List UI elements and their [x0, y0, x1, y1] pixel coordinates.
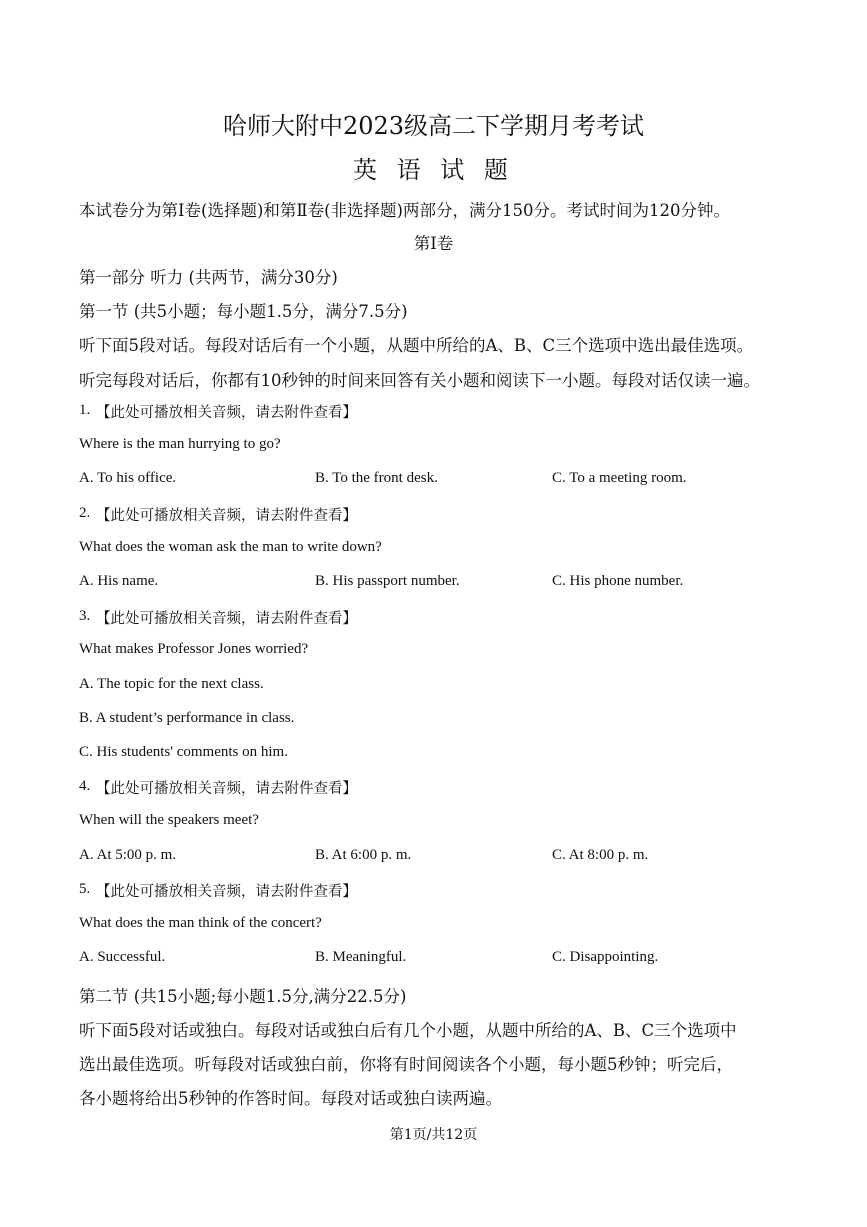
option-c: C. His phone number.	[552, 573, 684, 589]
section1-instruction-line: 听下面5段对话。每段对话后有一个小题，从题中所给的A、B、C三个选项中选出最佳选项。	[79, 336, 754, 355]
option-a: A. At 5:00 p. m.	[79, 847, 177, 863]
page-footer: 第1页/共12页	[389, 1127, 478, 1143]
option-b: B. A student’s performance in class.	[79, 710, 295, 726]
option-c: C. To a meeting room.	[552, 470, 687, 486]
section2-instruction-line: 听下面5段对话或独白。每段对话或独白后有几个小题，从题中所给的A、B、C三个选项中	[79, 1021, 737, 1040]
question-text: What does the woman ask the man to write down?	[79, 539, 382, 555]
option-a: A. The topic for the next class.	[79, 676, 264, 692]
volume-label: 第Ⅰ卷	[413, 234, 454, 253]
option-c: C. His students' comments on him.	[79, 744, 288, 760]
audio-note: 【此处可播放相关音频，请去附件查看】	[96, 508, 357, 524]
section2-instruction-line: 选出最佳选项。听每段对话或独白前，你将有时间阅读各个小题，每小题5秒钟；听完后，	[79, 1055, 733, 1074]
option-b: B. At 6:00 p. m.	[315, 847, 412, 863]
question-number: 4.	[79, 778, 91, 794]
question-text: What does the man think of the concert?	[79, 915, 322, 931]
audio-note: 【此处可播放相关音频，请去附件查看】	[96, 611, 357, 627]
section2-heading: 第二节 (共15小题;每小题1.5分,满分22.5分)	[79, 987, 407, 1006]
option-b: B. Meaningful.	[315, 949, 407, 965]
question-number: 3.	[79, 608, 91, 624]
question-number: 1.	[79, 402, 91, 418]
exam-subtitle: 英 语 试 题	[353, 156, 514, 184]
question-text: Where is the man hurrying to go?	[79, 436, 281, 452]
question-number: 2.	[79, 505, 91, 521]
section1-instruction-line: 听完每段对话后，你都有10秒钟的时间来回答有关小题和阅读下一小题。每段对话仅读一遍。	[79, 371, 760, 390]
section1-heading: 第一节 (共5小题；每小题1.5分，满分7.5分)	[79, 302, 408, 321]
option-a: A. His name.	[79, 573, 159, 589]
exam-intro: 本试卷分为第Ⅰ卷(选择题)和第Ⅱ卷(非选择题)两部分，满分150分。考试时间为120分钟。	[79, 201, 730, 220]
option-c: C. At 8:00 p. m.	[552, 847, 649, 863]
part1-heading: 第一部分 听力 (共两节，满分30分)	[79, 268, 338, 287]
audio-note: 【此处可播放相关音频，请去附件查看】	[96, 884, 357, 900]
section2-instruction-line: 各小题将给出5秒钟的作答时间。每段对话或独白读两遍。	[79, 1089, 502, 1108]
question-text: When will the speakers meet?	[79, 812, 259, 828]
audio-note: 【此处可播放相关音频，请去附件查看】	[96, 405, 357, 421]
option-c: C. Disappointing.	[552, 949, 659, 965]
question-text: What makes Professor Jones worried?	[79, 641, 309, 657]
option-b: B. To the front desk.	[315, 470, 438, 486]
audio-note: 【此处可播放相关音频，请去附件查看】	[96, 781, 357, 797]
option-a: A. To his office.	[79, 470, 177, 486]
option-a: A. Successful.	[79, 949, 166, 965]
exam-title: 哈师大附中2023级高二下学期月考考试	[222, 112, 645, 140]
option-b: B. His passport number.	[315, 573, 460, 589]
question-number: 5.	[79, 881, 91, 897]
